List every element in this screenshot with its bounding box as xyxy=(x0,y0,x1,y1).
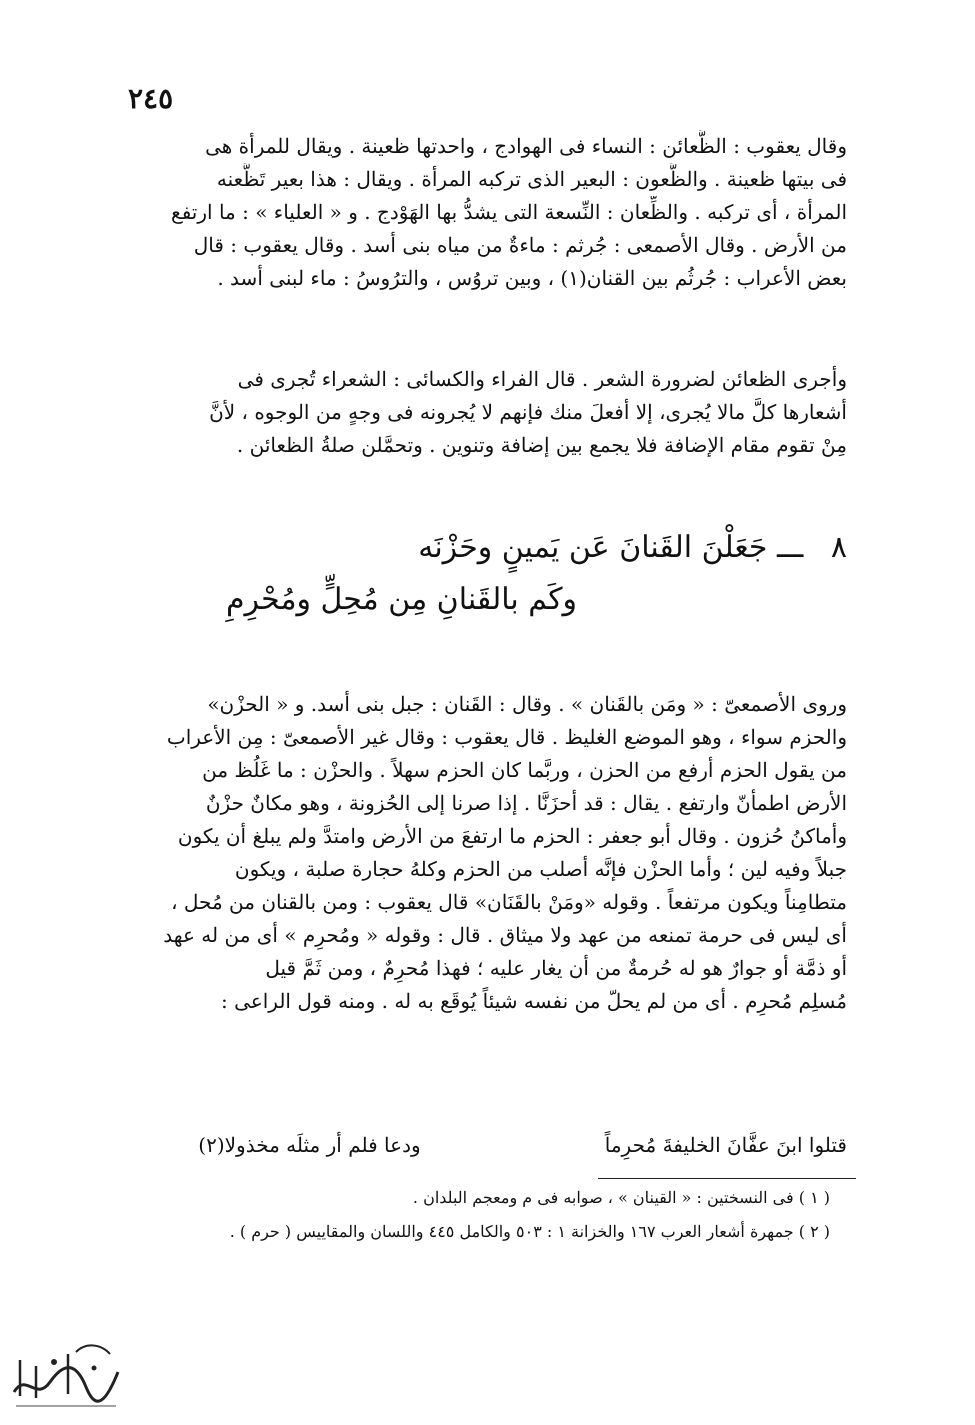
paragraph-2 xyxy=(135,363,847,462)
text-line: الأرض اطمأنّ وارتفع . يقال : قد أحزَنَّا . إذا صرنا إلى الحُزونة ، وهو مكانٌ حزْنٌ xyxy=(205,791,847,815)
verse-hemistich-2: وكَم بالقَنانِ مِن مُحِلٍّ ومُحْرِمِ xyxy=(225,582,577,617)
poem-line xyxy=(135,1128,847,1162)
verse-block xyxy=(135,522,847,626)
verse-number: ٨ xyxy=(830,530,847,565)
text-line: أى ليس فى حرمة تمنعه من عهد ولا ميثاق . قال : وقوله « ومُحرِم » أى من له عهد xyxy=(163,923,847,947)
text-line: المرأة ، أى تركبه . والظِّعان : النِّسعة التى يشدُّ بها الهَوْدج . و « العلياء » : ما ارتفع xyxy=(171,200,847,224)
text-line: من يقول الحزم أرفع من الحزن ، وربَّما كان الحزم سهلاً . والحزْن : ما غَلُظ من xyxy=(202,758,847,782)
text-line: والحزم سواء ، وهو الموضع الغليظ . قال يعقوب : وقال غير الأصمعىّ : مِن الأعراب xyxy=(166,725,847,749)
poem-hemistich-2: ودعا فلم أر مثلَه مخذولا(٢) xyxy=(198,1133,421,1157)
text-line: أشعارها كلَّ مالا يُجرى، إلا أفعلَ منك فإنهم لا يُجرونه فى وجهٍ من الوجوه ، لأنَّ xyxy=(209,400,847,424)
paragraph-1 xyxy=(135,130,847,295)
poem-hemistich-1: قتلوا ابنَ عفَّانَ الخليفةَ مُحرِماً xyxy=(604,1133,847,1157)
text-line: وروى الأصمعىّ : « ومَن بالقَنان » . وقال : القَنان : جبل بنى أسد. و « الحزْن» xyxy=(207,692,847,716)
verse-line-1 xyxy=(135,522,847,574)
text-line: وأجرى الظعائن لضرورة الشعر . قال الفراء والكسائى : الشعراء تُجرى فى xyxy=(237,367,847,391)
text-line: أو ذمَّة أو جوارٌ هو له حُرمةٌ من أن يغار عليه ؛ فهذا مُحرِمٌ ، ومن ثَمَّ قيل xyxy=(265,956,847,980)
page-number: ٢٤٥ xyxy=(128,82,174,115)
text-line: جبلاً وفيه لين ؛ وأما الحزْن فإنَّه أصلب من الحزم وكلهُ حجارة صلبة ، ويكون xyxy=(234,857,847,881)
footnote-1: ( ١ ) فى النسختين : « القينان » ، صوابه فى م ومعجم البلدان . xyxy=(412,1188,830,1207)
text-line: بعض الأعراب : جُرثُم بين القنان(١) ، وبين تروُس ، والترُوسُ : ماء لبنى أسد . xyxy=(217,266,847,290)
paragraph-3 xyxy=(135,688,847,1018)
text-line: مُسلِم مُحرِم . أى من لم يحلّ من نفسه شيئاً يُوقَع به له . ومنه قول الراعى : xyxy=(221,989,847,1013)
footnote-divider xyxy=(598,1178,856,1179)
text-line: مِنْ تقوم مقام الإضافة فلا يجمع بين إضافة وتنوين . وتحمَّلن صلةُ الظعائن . xyxy=(236,433,847,457)
verse-hemistich-1: جَعَلْنَ القَنانَ عَن يَمينٍ وحَزْنَه xyxy=(418,530,768,565)
text-line: وقال يعقوب : الظَّعائن : النساء فى الهوادج ، واحدتها ظعينة . ويقال للمرأة هى xyxy=(205,134,847,158)
footnote-2: ( ٢ ) جمهرة أشعار العرب ١٦٧ والخزانة ١ : ٥٠٣ والكامل ٤٤٥ واللسان والمقاييس ( حرم ) . xyxy=(229,1222,830,1241)
verse-dash: ـــ xyxy=(776,530,804,565)
text-line: من الأرض . وقال الأصمعى : جُرثم : ماءةٌ من مياه بنى أسد . وقال يعقوب : قال xyxy=(193,233,847,257)
text-line: متطامِناً ويكون مرتفعاً . وقوله «ومَنْ بالقَنَان» قال يعقوب : ومن بالقنان من مُحل ، xyxy=(171,890,847,914)
calligraphy-stamp-logo xyxy=(6,1332,124,1414)
text-line: فى بيتها ظعينة . والظَّعون : البعير الذى تركبه المرأة . ويقال : هذا بعير تَظَّعنه xyxy=(216,167,847,191)
text-line: وأماكنُ حُزون . وقال أبو جعفر : الحزم ما ارتفعَ من الأرض وامتدَّ ولم يبلغ أن يكون xyxy=(177,824,847,848)
